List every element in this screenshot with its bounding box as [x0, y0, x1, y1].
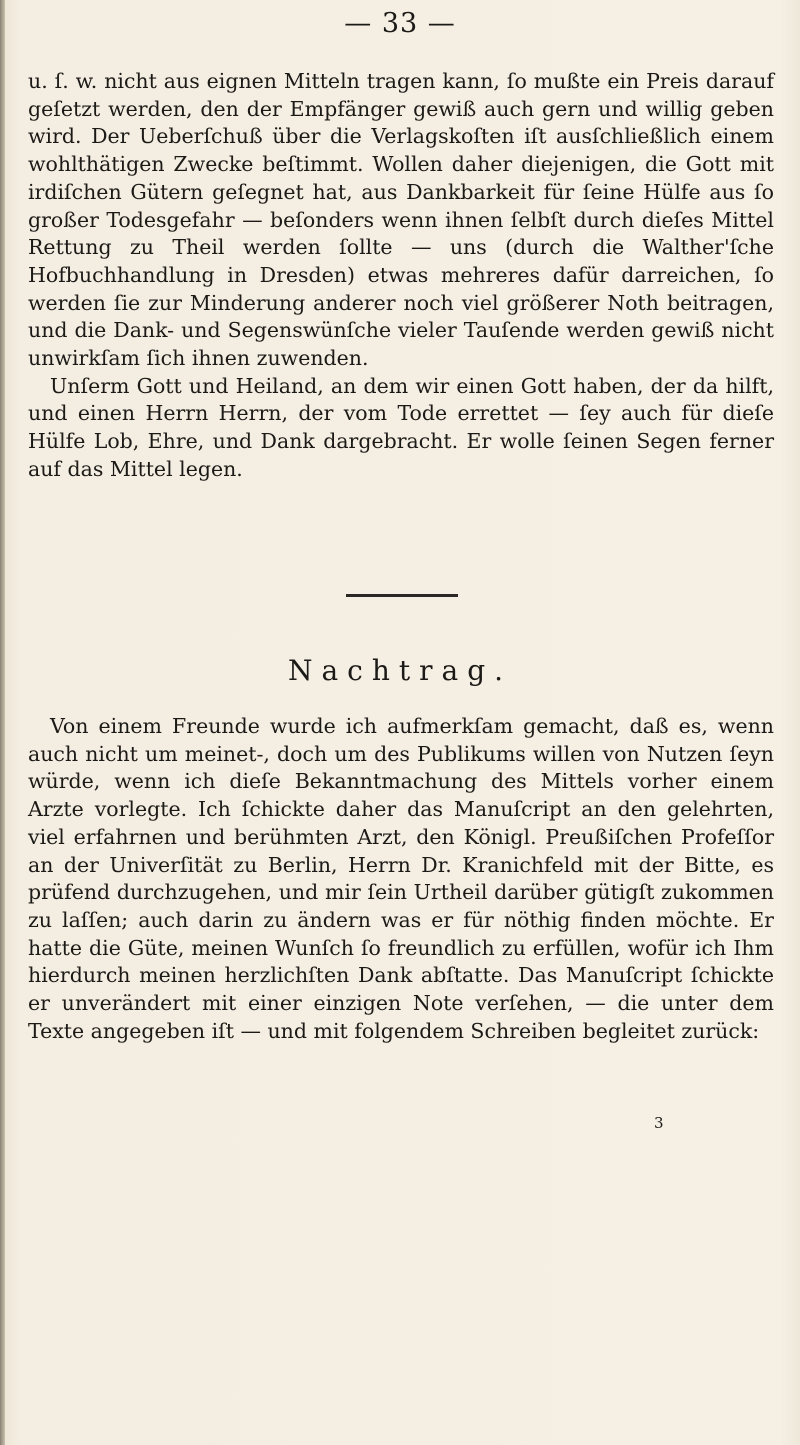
section-divider: [346, 594, 458, 597]
section-text: [28, 713, 774, 1045]
paragraph-1: u. ſ. w. nicht aus eignen Mitteln tragen kann, ſo mußte ein Preis darauf geſetzt werden, den der Empfänger gewiß auch gern und willig geben wird. Der Ueberſchuß über die Verlagskoſten iſt ausſchließlich einem wohlthätigen Zwecke beſtimmt. Wollen daher diejenigen, die Gott mit irdiſchen Gütern geſegnet hat, aus Dankbarkeit für ſeine Hülfe aus ſo großer Todesgefahr — beſonders wenn ihnen ſelbſt durch dieſes Mittel Rettung zu Theil werden ſollte — uns (durch die Walther'ſche Hofbuchhandlung in Dresden) etwas mehreres dafür darreichen, ſo werden ſie zur Minderung anderer noch viel größerer Noth beitragen, und die Dank- und Segenswünſche vieler Tauſende werden gewiß nicht unwirkſam ſich ihnen zuwenden.: [28, 69, 774, 371]
section-title: Nachtrag.: [287, 654, 513, 687]
page-binding-edge: [0, 0, 5, 1445]
section-paragraph: Von einem Freunde wurde ich aufmerkſam gemacht, daß es, wenn auch nicht um meinet-, doch um des Publikums willen von Nutzen ſeyn würde, wenn ich dieſe Bekanntmachung des Mittels vorher einem Arzte vorlegte. Ich ſchickte daher das Manuſcript an den gelehrten, viel erfahrnen und berühmten Arzt, den Königl. Preußiſchen Profeſſor an der Univerſität zu Berlin, Herrn Dr. Kranichfeld mit der Bitte, es prüfend durchzugehen, und mir ſein Urtheil darüber gütigſt zukommen zu laſſen; auch darin zu ändern was er für nöthig finden möchte. Er hatte die Güte, meinen Wunſch ſo freundlich zu erfüllen, wofür ich Ihm hierdurch meinen herzlichſten Dank abſtatte. Das Manuſcript ſchickte er unverändert mit einer einzigen Note verſehen, — die unter dem Texte angegeben iſt — und mit folgendem Schreiben begleitet zurück:: [28, 714, 774, 1043]
signature-mark: 3: [654, 1114, 664, 1132]
main-text: [28, 68, 774, 484]
paragraph-2: Unſerm Gott und Heiland, an dem wir einen Gott haben, der da hilft, und einen Herrn Herrn, der vom Tode errettet — ſey auch für dieſe Hülfe Lob, Ehre, und Dank dargebracht. Er wolle ſeinen Segen ferner auf das Mittel legen.: [28, 373, 774, 481]
page-number: — 33 —: [344, 8, 456, 39]
